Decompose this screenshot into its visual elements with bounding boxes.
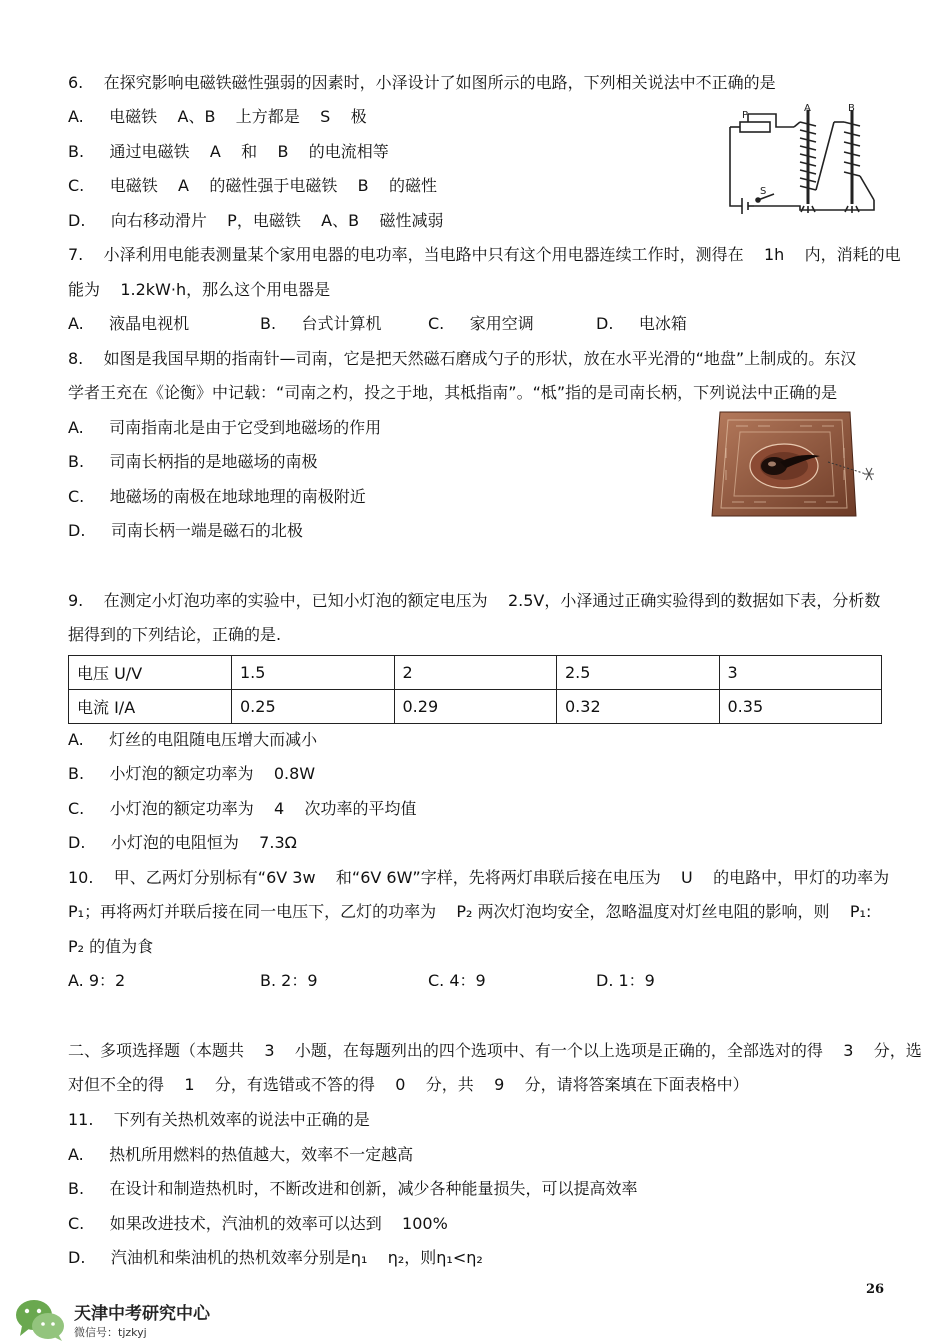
table-cell: 0.25 xyxy=(232,690,395,724)
q10-option-c: C. 4：9 xyxy=(428,971,486,990)
q6-option-d: D. 向右移动滑片 P，电磁铁 A、B 磁性减弱 xyxy=(68,211,444,230)
table-cell: 2 xyxy=(394,656,557,690)
section2-heading-line2: 对但不全的得 1 分，有选错或不答的得 0 分，共 9 分，请将答案填在下面表格中） xyxy=(68,1075,749,1094)
wechat-id: 微信号：tjzkyj xyxy=(74,1326,147,1339)
q7-option-b: B. 台式计算机 xyxy=(260,314,382,333)
q10-option-d: D. 1：9 xyxy=(596,971,655,990)
fig-label-s: S xyxy=(760,186,767,197)
q11-option-d: D. 汽油机和柴油机的热机效率分别是η₁ η₂，则η₁<η₂ xyxy=(68,1248,483,1267)
voltage-current-table xyxy=(68,655,882,724)
q7-stem-line1: 7. 小泽利用电能表测量某个家用电器的电功率，当电路中只有这个用电器连续工作时，测得在 1h 内，消耗的电 xyxy=(68,245,901,264)
q6-stem: 6. 在探究影响电磁铁磁性强弱的因素时，小泽设计了如图所示的电路，下列相关说法中不正确的是 xyxy=(68,73,776,92)
q11-option-a: A. 热机所用燃料的热值越大，效率不一定越高 xyxy=(68,1145,414,1164)
fig-label-b: B xyxy=(848,103,855,114)
table-cell: 0.29 xyxy=(394,690,557,724)
table-row-voltage xyxy=(69,656,882,690)
q9-option-c: C. 小灯泡的额定功率为 4 次功率的平均值 xyxy=(68,799,417,818)
q8-option-b: B. 司南长柄指的是地磁场的南极 xyxy=(68,452,318,471)
table-cell: 0.32 xyxy=(557,690,720,724)
wechat-logo-icon xyxy=(14,1298,66,1342)
org-name: 天津中考研究中心 xyxy=(74,1304,210,1324)
q8-option-a: A. 司南指南北是由于它受到地磁场的作用 xyxy=(68,418,382,437)
q7-option-a: A. 液晶电视机 xyxy=(68,314,190,333)
q9-stem-line2: 据得到的下列结论，正确的是. xyxy=(68,625,282,644)
q11-option-c: C. 如果改进技术，汽油机的效率可以达到 100% xyxy=(68,1214,448,1233)
q8-option-c: C. 地磁场的南极在地球地理的南极附近 xyxy=(68,487,366,506)
sinan-compass-figure xyxy=(708,408,883,520)
q10-stem-line2: P₁；再将两灯并联后接在同一电压下，乙灯的功率为 P₂ 两次灯泡均安全，忽略温度对灯丝电阻的影响，则 P₁: xyxy=(68,902,872,921)
q6-option-b: B. 通过电磁铁 A 和 B 的电流相等 xyxy=(68,142,389,161)
table-cell: 2.5 xyxy=(557,656,720,690)
table-row-current xyxy=(69,690,882,724)
section2-heading-line1: 二、多项选择题（本题共 3 小题，在每题列出的四个选项中、有一个以上选项是正确的，全部选对的得 3 分，选 xyxy=(68,1041,922,1060)
q9-option-d: D. 小灯泡的电阻恒为 7.3Ω xyxy=(68,833,297,852)
q7-option-c: C. 家用空调 xyxy=(428,314,534,333)
q7-stem-line2: 能为 1.2kW·h，那么这个用电器是 xyxy=(68,280,331,299)
q9-stem-line1: 9. 在测定小灯泡功率的实验中，已知小灯泡的额定电压为 2.5V，小泽通过正确实验得到的数据如下表，分析数 xyxy=(68,591,881,610)
q11-stem: 11. 下列有关热机效率的说法中正确的是 xyxy=(68,1110,370,1129)
page-number: 26 xyxy=(866,1282,885,1297)
q7-option-d: D. 电冰箱 xyxy=(596,314,687,333)
table-cell: 3 xyxy=(719,656,882,690)
q10-stem-line1: 10. 甲、乙两灯分别标有“6V 3w 和“6V 6W”字样，先将两灯串联后接在电压为 U 的电路中，甲灯的功率为 xyxy=(68,868,890,887)
table-cell: 电流 I/A xyxy=(69,690,232,724)
q9-option-a: A. 灯丝的电阻随电压增大而减小 xyxy=(68,730,318,749)
q8-option-d: D. 司南长柄一端是磁石的北极 xyxy=(68,521,303,540)
q6-option-c: C. 电磁铁 A 的磁性强于电磁铁 B 的磁性 xyxy=(68,176,437,195)
q9-option-b: B. 小灯泡的额定功率为 0.8W xyxy=(68,764,316,783)
table-cell: 电压 U/V xyxy=(69,656,232,690)
table-cell: 1.5 xyxy=(232,656,395,690)
q10-option-a: A. 9：2 xyxy=(68,971,126,990)
q11-option-b: B. 在设计和制造热机时，不断改进和创新，减少各种能量损失，可以提高效率 xyxy=(68,1179,638,1198)
table-cell: 0.35 xyxy=(719,690,882,724)
q10-stem-line3: P₂ 的值为食 xyxy=(68,937,154,956)
q8-stem-line1: 8. 如图是我国早期的指南针—司南，它是把天然磁石磨成勺子的形状，放在水平光滑的“地盘”上制成的。东汉 xyxy=(68,349,857,368)
fig-label-p: P xyxy=(742,110,749,121)
fig-label-a: A xyxy=(804,103,811,114)
q8-stem-line2: 学者王充在《论衡》中记载：“司南之杓，投之于地，其柢指南”。“柢”指的是司南长柄，下列说法中正确的是 xyxy=(68,383,838,402)
electromagnet-circuit-figure xyxy=(724,102,884,222)
q6-option-a: A. 电磁铁 A、B 上方都是 S 极 xyxy=(68,107,367,126)
q10-option-b: B. 2：9 xyxy=(260,971,318,990)
